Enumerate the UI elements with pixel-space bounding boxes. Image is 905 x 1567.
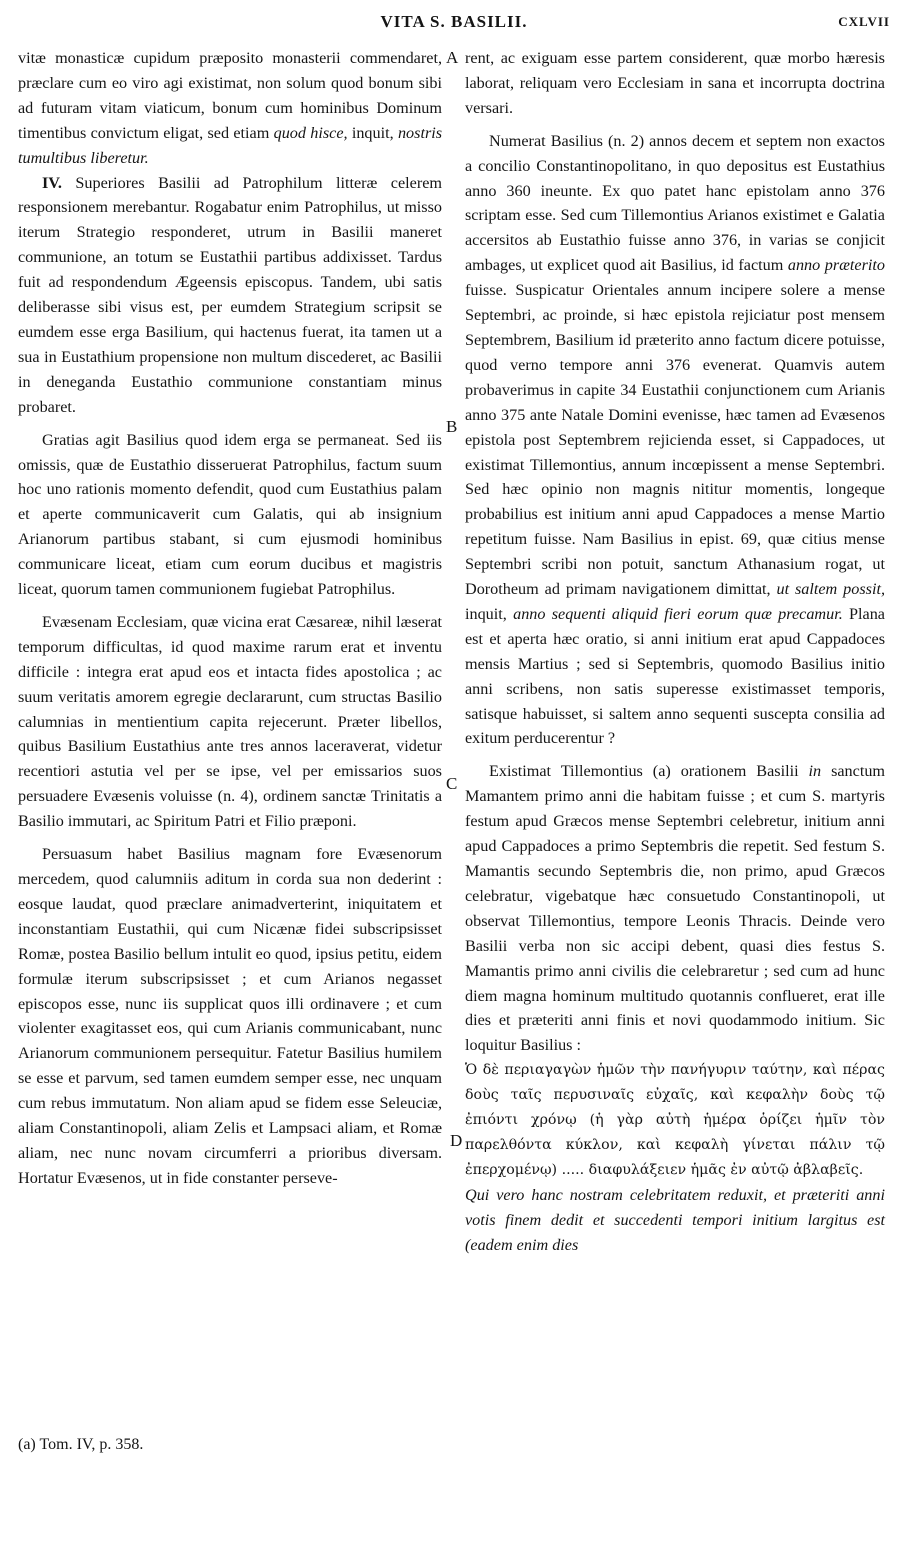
margin-marker-a: A — [446, 48, 459, 67]
page-number: CXLVII — [838, 14, 890, 29]
greek-quotation: Ὁ δὲ περιαγαγὼν ἡμῶν τὴν πανήγυριν ταύτην, καὶ πέρας δοὺς ταῖς περυσιναῖς εὐχαῖς, καὶ κεφαλὴν δοὺς τῷ ἐπιόντι χρόνῳ (ἡ γὰρ αὐτὴ ἡμέρα ὁρίζει ἡμῖν τὸν παρελθόντα κύκλον, καὶ κεφαλὴ γίνεται πάλιν τῷ ἐπερχομένῳ) ..... διαφυλάξειεν ἡμᾶς ἐν αὐτῷ ἀβλαβεῖς. — [465, 1062, 885, 1178]
right-paragraph-3: Existimat Tillemontius (a) orationem Basilii in sanctum Mamantem primo anni die habitam fuisse ; et cum S. martyris festum apud Græcos mense Septembri celebretur, initium anni apud Cappadoces a primo Septembris die repetit. Sed festum S. Mamantis secundo Septembris die, non primo, apud Græcos celebratur, vigebatque hæc consuetudo Constantinopoli, ut observat Tillemontius, tempore Leonis Thracis. Deinde vero Basilii verba non sic accipi debent, quasi dies festus S. Mamantis primo anni civilis die celebraretur ; sed cum ad hunc diem magna hominum multitudo quotannis conflueret, erat ille dies et præteriti anni finis et novi quodammodo initium. Sic loquitur Basilius : — [465, 762, 886, 1055]
margin-marker-b: B — [446, 417, 458, 436]
left-paragraph-section-iv: IV. Superiores Basilii ad Patrophilum litteræ celerem responsionem merebantur. Rogabatur enim Patrophilus, ut misso iterum Strategio responderet, utrum in Basilii maneret communione, an totum se Eustathii partibus addixisset. Tardus fuit ad respondendum Ægeensis episcopus. Tandem, ubi satis deliberasse sibi visus est, per eumdem Strategium scripsit se eumdem esse erga Basilium, qui hactenus fuerat, ita tamen ut a sua in Eustathium propensione non multum discederet, ac Basilii in deneganda Eustathio communione constantiam minus probaret. — [18, 173, 443, 416]
left-paragraph-3: Gratias agit Basilius quod idem erga se permaneat. Sed iis omissis, quæ de Eustathio disseruerat Patrophilus, factum suum hoc uno rationis momento defendit, quod cum Eustathius palam et aperte communicaverit cum Galatis, qui ab insignium Arianorum partibus stabant, si cum ejusmodi hominibus communicare liceat, etiam cum eorum ducibus et magistris liceat, quorum tamen communionem fugiebat Patrophilus. — [18, 430, 442, 599]
left-column — [18, 46, 442, 1191]
left-paragraph-1: vitæ monasticæ cupidum præposito monasterii commendaret, præclare cum eo viro agi existimat, non solum quod bonum sibi ad futuram vitam viaticum, bonum cum hominibus Dominum timentibus convictum eligat, sed etiam quod hisce, inquit, nostris tumultibus liberetur. — [18, 49, 443, 167]
right-paragraph-2: Numerat Basilius (n. 2) annos decem et septem non exactos a concilio Constantinopolitano, in quo depositus est Eustathius anno 360 ineunte. Ex quo patet hanc epistolam anno 376 scriptam esse. Sed cum Tillemontius Arianos existimet e Galatia accersitos ab Eustathio fuisse anno 376, in varias se conjicit ambages, ut explicet quod ait Basilius, id factum anno præterito fuisse. Suspicatur Orientales annum incipere solere a mense Septembri, ac proinde, si hæc epistola rejiciatur post mensem Septembrem, Basilium id præterito anno factum dicere potuisse, quod verno tempore anni 376 evenerat. Quamvis autem probaverimus in capite 34 Eustathii conjunctionem cum Arianis anno 375 ante Natale Domini evenisse, hæc tamen ad Evæsenos epistola post Septembrem rejicienda esset, si Cappadoces, ut existimat Tillemontius, annum incœpissent a mense Septembri. Sed hæc opinio non magnis nititur momentis, longeque probabilius est initium anni apud Cappadoces a mense Martio repetitum fuisse. Nam Basilius in epist. 69, quæ citius mense Septembri scribi non potuit, sanctum Athanasium rogat, ut Dorotheum ad primam navigationem dimittat, ut saltem possit, inquit, anno sequenti aliquid fieri eorum quæ precamur. Plana est et aperta hæc oratio, si anni initium erat apud Cappadoces mensis Martius ; sed si Septembris, quomodo Basilius initio anni scribens, non satis superesse existimasset temporis, satisque habuisset, si saltem anno sequenti suscepta consilia ad exitum perducerentur ? — [465, 131, 886, 748]
page-header — [18, 12, 890, 38]
right-paragraph-1: rent, ac exiguam esse partem considerent, quæ morbo hæresis laborat, reliquam vero Ecclesiam in sana et incorrupta doctrina versari. — [465, 49, 885, 117]
running-title: VITA S. BASILII. — [380, 12, 528, 31]
margin-marker-c: C — [446, 774, 458, 793]
left-paragraph-5: Persuasum habet Basilius magnam fore Evæsenorum mercedem, quod calumniis aditum in corda sua non dederint : eosque laudat, quod præclare animadverterint, iniquitatem et inconstantiam Eustathii, qui cum Nicænæ fidei subscripsisset Romæ, postea Basilio bellum intulit eo quod, ipsius petitu, eidem formulæ iterum subscripsisset ; et cum Arianos negasset episcopos esse, nunc iis supplicat quos illi ordinavere ; et cum violenter exagitasset eos, qui cum Arianis communicabant, nunc Arianorum communionem persequitur. Fatetur Basilius humilem se esse et parvum, sed tamen eumdem semper esse, nec unquam cum rebus immutatum. Non aliam apud se fidem esse Seleuciæ, aliam Constantinopoli, aliam Zelis et Lampsaci aliam, et Romæ aliam, nec nunc novam circumferri a prioribus diversam. Hortatur Evæsenos, ut in fide constanter perseve- — [18, 845, 442, 1187]
section-number: IV. — [42, 173, 62, 192]
margin-marker-d: D — [450, 1131, 463, 1150]
left-paragraph-4: Evæsenam Ecclesiam, quæ vicina erat Cæsareæ, nihil læserat temporum difficultas, id quod maxime rarum erat et inventu difficile : integra erat apud eos et intacta fides apostolica ; ac suum veritatis amorem egregie declararunt, cum structas Basilio calumnias in mentientium capita rejecerunt. Præter libellos, quibus Basilium Eustathius ante tres annos laceraverat, videtur recentiori astutia vel per se ipse, vel per emissarios suos persuadere Evæsenis voluisse (n. 4), ordinem sanctæ Trinitatis a Basilio immutari, ac Spiritum Patri et Filio præponi. — [18, 612, 442, 831]
latin-translation: Qui vero hanc nostram celebritatem reduxit, et præteriti anni votis finem dedit et succedenti tempori initium largitus est (eadem enim dies — [465, 1185, 885, 1254]
right-column — [465, 46, 885, 1258]
footnote: (a) Tom. IV, p. 358. — [18, 1436, 144, 1453]
